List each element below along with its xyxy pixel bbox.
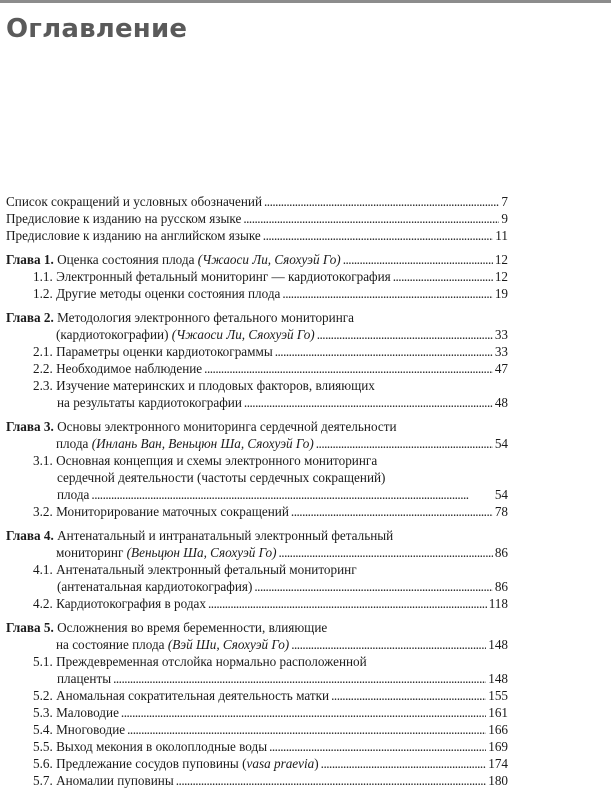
toc-chapter-3-cont[interactable] [6,435,508,452]
section-label: 2.3. Изучение материнских и плодовых факторов, влияющих [33,378,375,393]
section-label: 3.2. Мониторирование маточных сокращений [33,504,289,519]
toc-chapter-2-cont[interactable] [6,326,508,343]
section-label: 5.2. Аномальная сократительная деятельность матки [33,688,330,703]
chapter-title: Осложнения во время беременности, влияющие [57,620,328,635]
toc-chapter-5-cont[interactable] [6,636,508,653]
dot-leader [264,193,499,210]
section-label-cont: плаценты [57,671,112,686]
dot-leader [91,486,492,503]
toc-section-5-7[interactable] [6,772,508,789]
page-number: 33 [494,344,508,359]
toc-section-3-1[interactable] [6,452,508,469]
section-label: 5.7. Аномалии пуповины [33,773,174,788]
entry-label: Предисловие к изданию на английском языке [6,228,261,243]
top-rule [0,0,611,3]
section-label-close: ) [314,756,319,771]
toc-chapter-2[interactable] [6,309,508,326]
section-label: 5.4. Многоводие [33,722,126,737]
page-number: 166 [488,722,508,737]
page-number: 48 [494,395,508,410]
dot-leader [278,544,492,561]
toc-section-2-1[interactable] [6,343,508,360]
entry-label: Список сокращений и условных обозначений [6,194,262,209]
page-number: 148 [488,637,508,652]
toc-chapter-5[interactable] [6,619,508,636]
toc-section-3-1-cont2[interactable] [6,486,508,503]
dot-leader [127,721,486,738]
toc-section-5-3[interactable] [6,704,508,721]
toc-section-2-3[interactable] [6,377,508,394]
section-label: 4.1. Антенатальный электронный фетальный мониторинг [33,562,357,577]
dot-leader [121,704,486,721]
dot-leader [282,285,492,302]
page-number: 11 [495,228,508,243]
page-number: 169 [488,739,508,754]
dot-leader [254,578,492,595]
toc-section-2-3-cont[interactable] [6,394,508,411]
chapter-authors: (Чжаоси Ли, Сяохуэй Го) [171,327,315,342]
toc-chapter-3[interactable] [6,418,508,435]
page-number: 180 [488,773,508,788]
chapter-title: Методология электронного фетального мониторинга [57,310,355,325]
dot-leader [321,755,487,772]
chapter-number: Глава 3. [6,419,54,434]
section-label-cont: плода [57,487,90,502]
page-number: 7 [501,194,508,209]
toc-section-3-2[interactable] [6,503,508,520]
toc-section-5-6[interactable] [6,755,508,772]
page-number: 19 [494,286,508,301]
section-label: 1.1. Электронный фетальный мониторинг — кардиотокография [33,269,391,284]
section-label: 5.6. Предлежание сосудов пуповины ( [33,756,247,771]
chapter-title-cont: плода [56,436,89,451]
page-number: 86 [494,579,508,594]
dot-leader [316,435,493,452]
entry-label: Предисловие к изданию на русском языке [6,211,242,226]
section-label: 5.3. Маловодие [33,705,119,720]
dot-leader [291,503,493,520]
page-number: 155 [488,688,508,703]
page-title: Оглавление [6,14,188,44]
toc-section-5-4[interactable] [6,721,508,738]
chapter-number: Глава 1. [6,252,54,267]
page-number: 12 [494,269,508,284]
toc-section-5-1-cont[interactable] [6,670,508,687]
section-label: 5.5. Выход мекония в околоплодные воды [33,739,268,754]
toc-section-4-1-cont[interactable] [6,578,508,595]
toc-chapter-4-cont[interactable] [6,544,508,561]
chapter-authors: (Веньцюн Ша, Сяохуэй Го) [126,545,277,560]
page-number: 47 [494,361,508,376]
chapter-title: Основы электронного мониторинга сердечной деятельности [57,419,397,434]
toc-section-3-1-cont[interactable] [6,469,508,486]
section-label: 4.2. Кардиотокография в родах [33,596,206,611]
page-number: 78 [494,504,508,519]
toc-entry-abbreviations[interactable] [6,193,508,210]
dot-leader [269,738,486,755]
dot-leader [208,595,487,612]
dot-leader [393,268,493,285]
section-label: 2.1. Параметры оценки кардиотокограммы [33,344,273,359]
toc-section-5-5[interactable] [6,738,508,755]
dot-leader [176,772,486,789]
chapter-title-cont: (кардиотокографии) [56,327,169,342]
page-number: 174 [488,756,508,771]
dot-leader [263,227,494,244]
chapter-authors: (Чжаоси Ли, Сяохуэй Го) [197,252,341,267]
page-number: 54 [494,487,508,502]
toc-entry-preface-english[interactable] [6,227,508,244]
section-label: 3.1. Основная концепция и схемы электронного мониторинга [33,453,378,468]
toc-section-1-1[interactable] [6,268,508,285]
dot-leader [317,326,493,343]
page-number: 118 [488,596,508,611]
dot-leader [243,210,499,227]
chapter-title-cont: на состояние плода [56,637,165,652]
toc-chapter-4[interactable] [6,527,508,544]
page-number: 161 [488,705,508,720]
section-label-cont: на результаты кардиотокографии [57,395,242,410]
toc-section-2-2[interactable] [6,360,508,377]
chapter-authors: (Вэй Ши, Сяохуэй Го) [167,637,290,652]
toc-section-1-2[interactable] [6,285,508,302]
section-label-cont: сердечной деятельности (частоты сердечных сокращений) [57,470,386,485]
dot-leader [204,360,493,377]
toc-chapter-1[interactable] [6,251,508,268]
dot-leader [275,343,493,360]
toc-section-4-2[interactable] [6,595,508,612]
toc-section-4-1[interactable] [6,561,508,578]
dot-leader [113,670,486,687]
chapter-title-cont: мониторинг [56,545,124,560]
page-number: 54 [494,436,508,451]
chapter-number: Глава 4. [6,528,54,543]
chapter-number: Глава 5. [6,620,54,635]
chapter-authors: (Инлань Ван, Веньцюн Ша, Сяохуэй Го) [91,436,314,451]
toc-entry-preface-russian[interactable] [6,210,508,227]
dot-leader [244,394,493,411]
page-number: 86 [494,545,508,560]
dot-leader [343,251,493,268]
chapter-number: Глава 2. [6,310,54,325]
table-of-contents [6,193,508,789]
page-number: 33 [494,327,508,342]
page-number: 148 [488,671,508,686]
toc-section-5-1[interactable] [6,653,508,670]
section-label: 5.1. Преждевременная отслойка нормально расположенной [33,654,367,669]
dot-leader [331,687,486,704]
dot-leader [291,636,486,653]
page-number: 9 [501,211,508,226]
section-label: 2.2. Необходимое наблюдение [33,361,203,376]
section-label-cont: (антенатальная кардиотокография) [57,579,253,594]
page-number: 12 [494,252,508,267]
chapter-title: Оценка состояния плода [57,252,195,267]
chapter-title: Антенатальный и интранатальный электронный фетальный [57,528,394,543]
section-label-latin: vasa praevia [246,756,315,771]
toc-section-5-2[interactable] [6,687,508,704]
section-label: 1.2. Другие методы оценки состояния плода [33,286,281,301]
